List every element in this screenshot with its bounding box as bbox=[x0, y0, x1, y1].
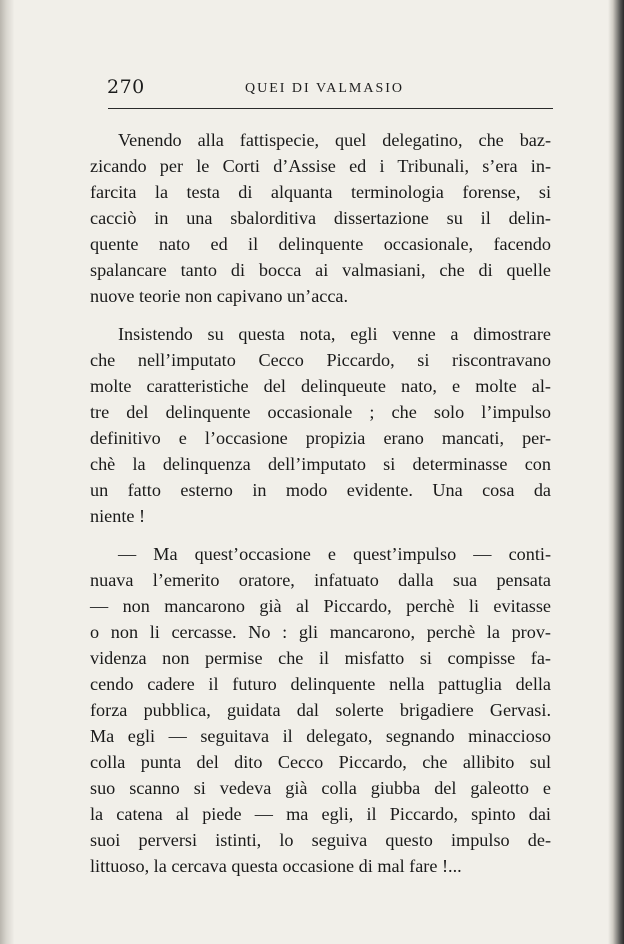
text-line: nuove teorie non capivano un’acca. bbox=[90, 286, 349, 306]
text-line: videnza non permise che il misfatto si compisse fa- bbox=[90, 648, 551, 668]
text-line: suo scanno si vedeva già colla giubba del galeotto e bbox=[90, 778, 551, 798]
text-line: Venendo alla fattispecie, quel delegatino, che baz- bbox=[118, 130, 551, 150]
text-line: nuava l’emerito oratore, infatuato dalla sua pensata bbox=[90, 570, 551, 590]
body-text bbox=[90, 127, 551, 879]
page-number: 270 bbox=[107, 76, 145, 98]
text-line: farcita la testa di alquanta terminologia forense, si bbox=[90, 182, 551, 202]
text-line: suoi perversi istinti, lo seguiva questo impulso de- bbox=[90, 830, 551, 850]
text-line: cendo cadere il futuro delinquente nella pattuglia della bbox=[90, 674, 551, 694]
paragraph-gap bbox=[90, 529, 551, 541]
paragraph-2 bbox=[90, 321, 551, 529]
text-line: un fatto esterno in modo evidente. Una cosa da bbox=[90, 480, 551, 500]
paragraph-3 bbox=[90, 541, 551, 879]
header-rule bbox=[108, 108, 553, 109]
text-line: colla punta del dito Cecco Piccardo, che allibito sul bbox=[90, 752, 551, 772]
text-line: spalancare tanto di bocca ai valmasiani, che di quelle bbox=[90, 260, 551, 280]
text-line: — non mancarono già al Piccardo, perchè li evitasse bbox=[90, 596, 551, 616]
text-line: littuoso, la cercava questa occasione di mal fare !... bbox=[90, 856, 462, 876]
text-line: che nell’imputato Cecco Piccardo, si riscontravano bbox=[90, 350, 551, 370]
text-line: cacciò in una sbalorditiva dissertazione su il delin- bbox=[90, 208, 551, 228]
paragraph-1 bbox=[90, 127, 551, 309]
text-line: niente ! bbox=[90, 506, 146, 526]
text-line: tre del delinquente occasionale ; che solo l’impulso bbox=[90, 402, 551, 422]
text-line: definitivo e l’occasione propizia erano mancati, per- bbox=[90, 428, 551, 448]
text-line: quente nato ed il delinquente occasionale, facendo bbox=[90, 234, 551, 254]
running-title: QUEI DI VALMASIO bbox=[245, 81, 405, 96]
text-line: molte caratteristiche del delinqueute nato, e molte al- bbox=[90, 376, 551, 396]
text-line: zicando per le Corti d’Assise ed i Tribunali, s’era in- bbox=[90, 156, 551, 176]
text-line: Ma egli — seguitava il delegato, segnando minaccioso bbox=[90, 726, 551, 746]
text-line: Insistendo su questa nota, egli venne a dimostrare bbox=[118, 324, 551, 344]
page-edge-shadow bbox=[608, 0, 624, 944]
text-line: o non li cercasse. No : gli mancarono, perchè la prov- bbox=[90, 622, 551, 642]
text-line: chè la delinquenza dell’imputato si determinasse con bbox=[90, 454, 551, 474]
text-line: — Ma quest’occasione e quest’impulso — conti- bbox=[118, 544, 551, 564]
text-line: forza pubblica, guidata dal solerte brigadiere Gervasi. bbox=[90, 700, 551, 720]
paragraph-gap bbox=[90, 309, 551, 321]
text-line: la catena al piede — ma egli, il Piccardo, spinto dai bbox=[90, 804, 551, 824]
running-header bbox=[107, 76, 553, 100]
page-binding-shadow bbox=[0, 0, 14, 944]
